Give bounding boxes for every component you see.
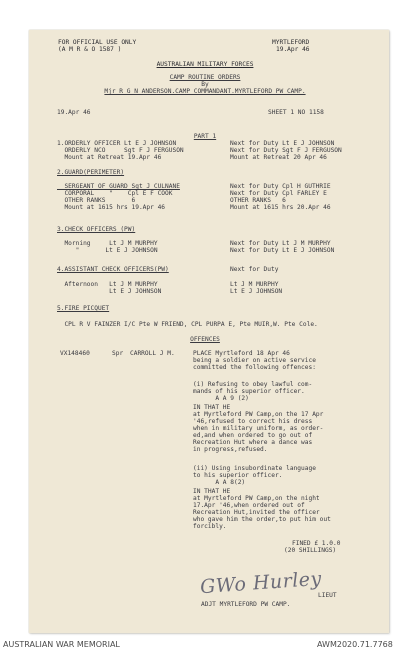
assistant-check-afternoon-next: Lt J M MURPHY [230,281,279,288]
assistant-check-second-next: Lt E J JOHNSON [230,288,283,295]
assistant-check-second: Lt E J JOHNSON [57,288,162,295]
signature-handwriting: GWo Hurley [199,567,323,599]
check-officer-morning: Morning Lt J M MURPHY [57,240,158,247]
offence-line-5: (i) Refusing to obey lawful com- [193,381,313,388]
assistant-check-heading: 4.ASSISTANT CHECK OFFICERS(PW) [57,266,169,273]
offence-line-2: being a soldier on active service [193,357,316,364]
fire-picquet-members: CPL R V FAINZER I/C Pte W FRIEND, CPL PURPA E, Pte MUIR,W. Pte Cole. [57,321,318,328]
orderly-officer: 1.ORDERLY OFFICER Lt E J JOHNSON [57,140,177,147]
fine-amount: FINED £ 1.0.0 [292,540,341,547]
guard-other-ranks: OTHER RANKS 6 [57,197,136,204]
guard-other-ranks-next: OTHER RANKS 6 [230,197,286,204]
offender-number: VX148460 [60,350,90,357]
orderly-mount: Mount at Retreat 19.Apr 46 [57,154,162,161]
guard-corporal-next: Next for Duty Cpl FARLEY E [230,190,327,197]
offence-line-7: A A 9 (2) [193,395,249,402]
offence-line-18: A A 8(2) [193,479,246,486]
offence-line-20: at Myrtleford PW Camp,on the night [193,495,320,502]
signatory-title: ADJT MYRTLEFORD PW CAMP. [201,601,291,608]
guard-mount: Mount at 1615 hrs 19.Apr 46 [57,204,166,211]
offence-line-3: committed the following offences: [193,364,316,371]
security-reference: (A M R & O 1587 ) [58,46,122,53]
fine-shillings: (20 SHILLINGS) [284,547,337,554]
order-date: 19.Apr 46 [57,109,91,116]
check-officer-second: " Lt E J JOHNSON [57,247,158,254]
header-place: MYRTLEFORD [272,39,310,46]
fire-picquet-heading: 5.FIRE PICQUET [57,305,110,312]
assistant-check-afternoon: Afternoon Lt J M MURPHY [57,281,158,288]
check-officers-heading: 3.CHECK OFFICERS (PW) [57,226,136,233]
document-by: By [201,81,209,88]
orderly-nco: ORDERLY NCO Sgt F J FERGUSON [57,147,184,154]
security-marking: FOR OFFICIAL USE ONLY [58,39,137,46]
offence-line-22: Recreation Hut,invited the officer [193,509,320,516]
check-officer-second-next: Next for Duty Lt E J JOHNSON [230,247,335,254]
offence-line-9: at Myrtleford PW Camp,on the 17 Apr [193,411,324,418]
guard-mount-next: Mount at 1615 hrs 20.Apr 46 [230,204,331,211]
header-date: 19.Apr 46 [276,46,310,53]
document-authority: Mjr R G N ANDERSON.CAMP COMMANDANT.MYRTLEFORD PW CAMP. [104,88,306,95]
offence-line-24: forcibly. [193,523,227,530]
offence-line-1: PLACE Myrtleford 18 Apr 46 [193,350,290,357]
offence-line-14: in progress,refused. [193,446,268,453]
offence-line-21: 17.Apr '46,when ordered out of [193,502,305,509]
footer-institution: AUSTRALIAN WAR MEMORIAL [3,640,120,649]
guard-sergeant: SERGEANT OF GUARD Sgt J CULNANE [57,183,180,190]
signatory-rank: LIEUT [318,592,337,599]
offence-line-12: ed,and when ordered to go out of [193,432,313,439]
orderly-mount-next: Mount at Retreat 20 Apr 46 [230,154,327,161]
offence-line-17: to his superior officer. [193,472,283,479]
sheet-number: SHEET 1 NO 1158 [268,109,324,116]
offence-line-11: when in military uniform, as order- [193,425,324,432]
check-officer-morning-next: Next for Duty Lt J M MURPHY [230,240,331,247]
offence-line-19: IN THAT HE [193,488,231,495]
guard-sergeant-next: Next for Duty Cpl H GUTHRIE [230,183,331,190]
footer-accession-number: AWM2020.71.7768 [317,640,393,649]
guard-corporal: CORPORAL " Cpl E F COOK [57,190,173,197]
document-subtitle: CAMP ROUTINE ORDERS [169,74,241,81]
offence-line-16: (ii) Using insubordinate language [193,465,316,472]
offence-line-13: Recreation Hut where a dance was [193,439,313,446]
assistant-check-next-label: Next for Duty [230,266,279,273]
guard-heading: 2.GUARD(PERIMETER) [57,169,125,176]
part-heading: PART 1 [193,133,217,140]
orderly-officer-next: Next for Duty Lt E J JOHNSON [230,140,335,147]
orderly-nco-next: Next for Duty Sgt F J FERGUSON [230,147,342,154]
offender-name: CARROLL J M. [130,350,175,357]
offence-line-23: who gave him the order,to put him out [193,516,331,523]
offence-line-6: mands of his superior officer. [193,388,305,395]
document-title: AUSTRALIAN MILITARY FORCES [156,61,254,68]
offences-heading: OFFENCES [190,336,220,343]
offender-rank: Spr [112,350,124,357]
offence-line-10: '46,refused to correct his dress [193,418,313,425]
offence-line-8: IN THAT HE [193,404,231,411]
